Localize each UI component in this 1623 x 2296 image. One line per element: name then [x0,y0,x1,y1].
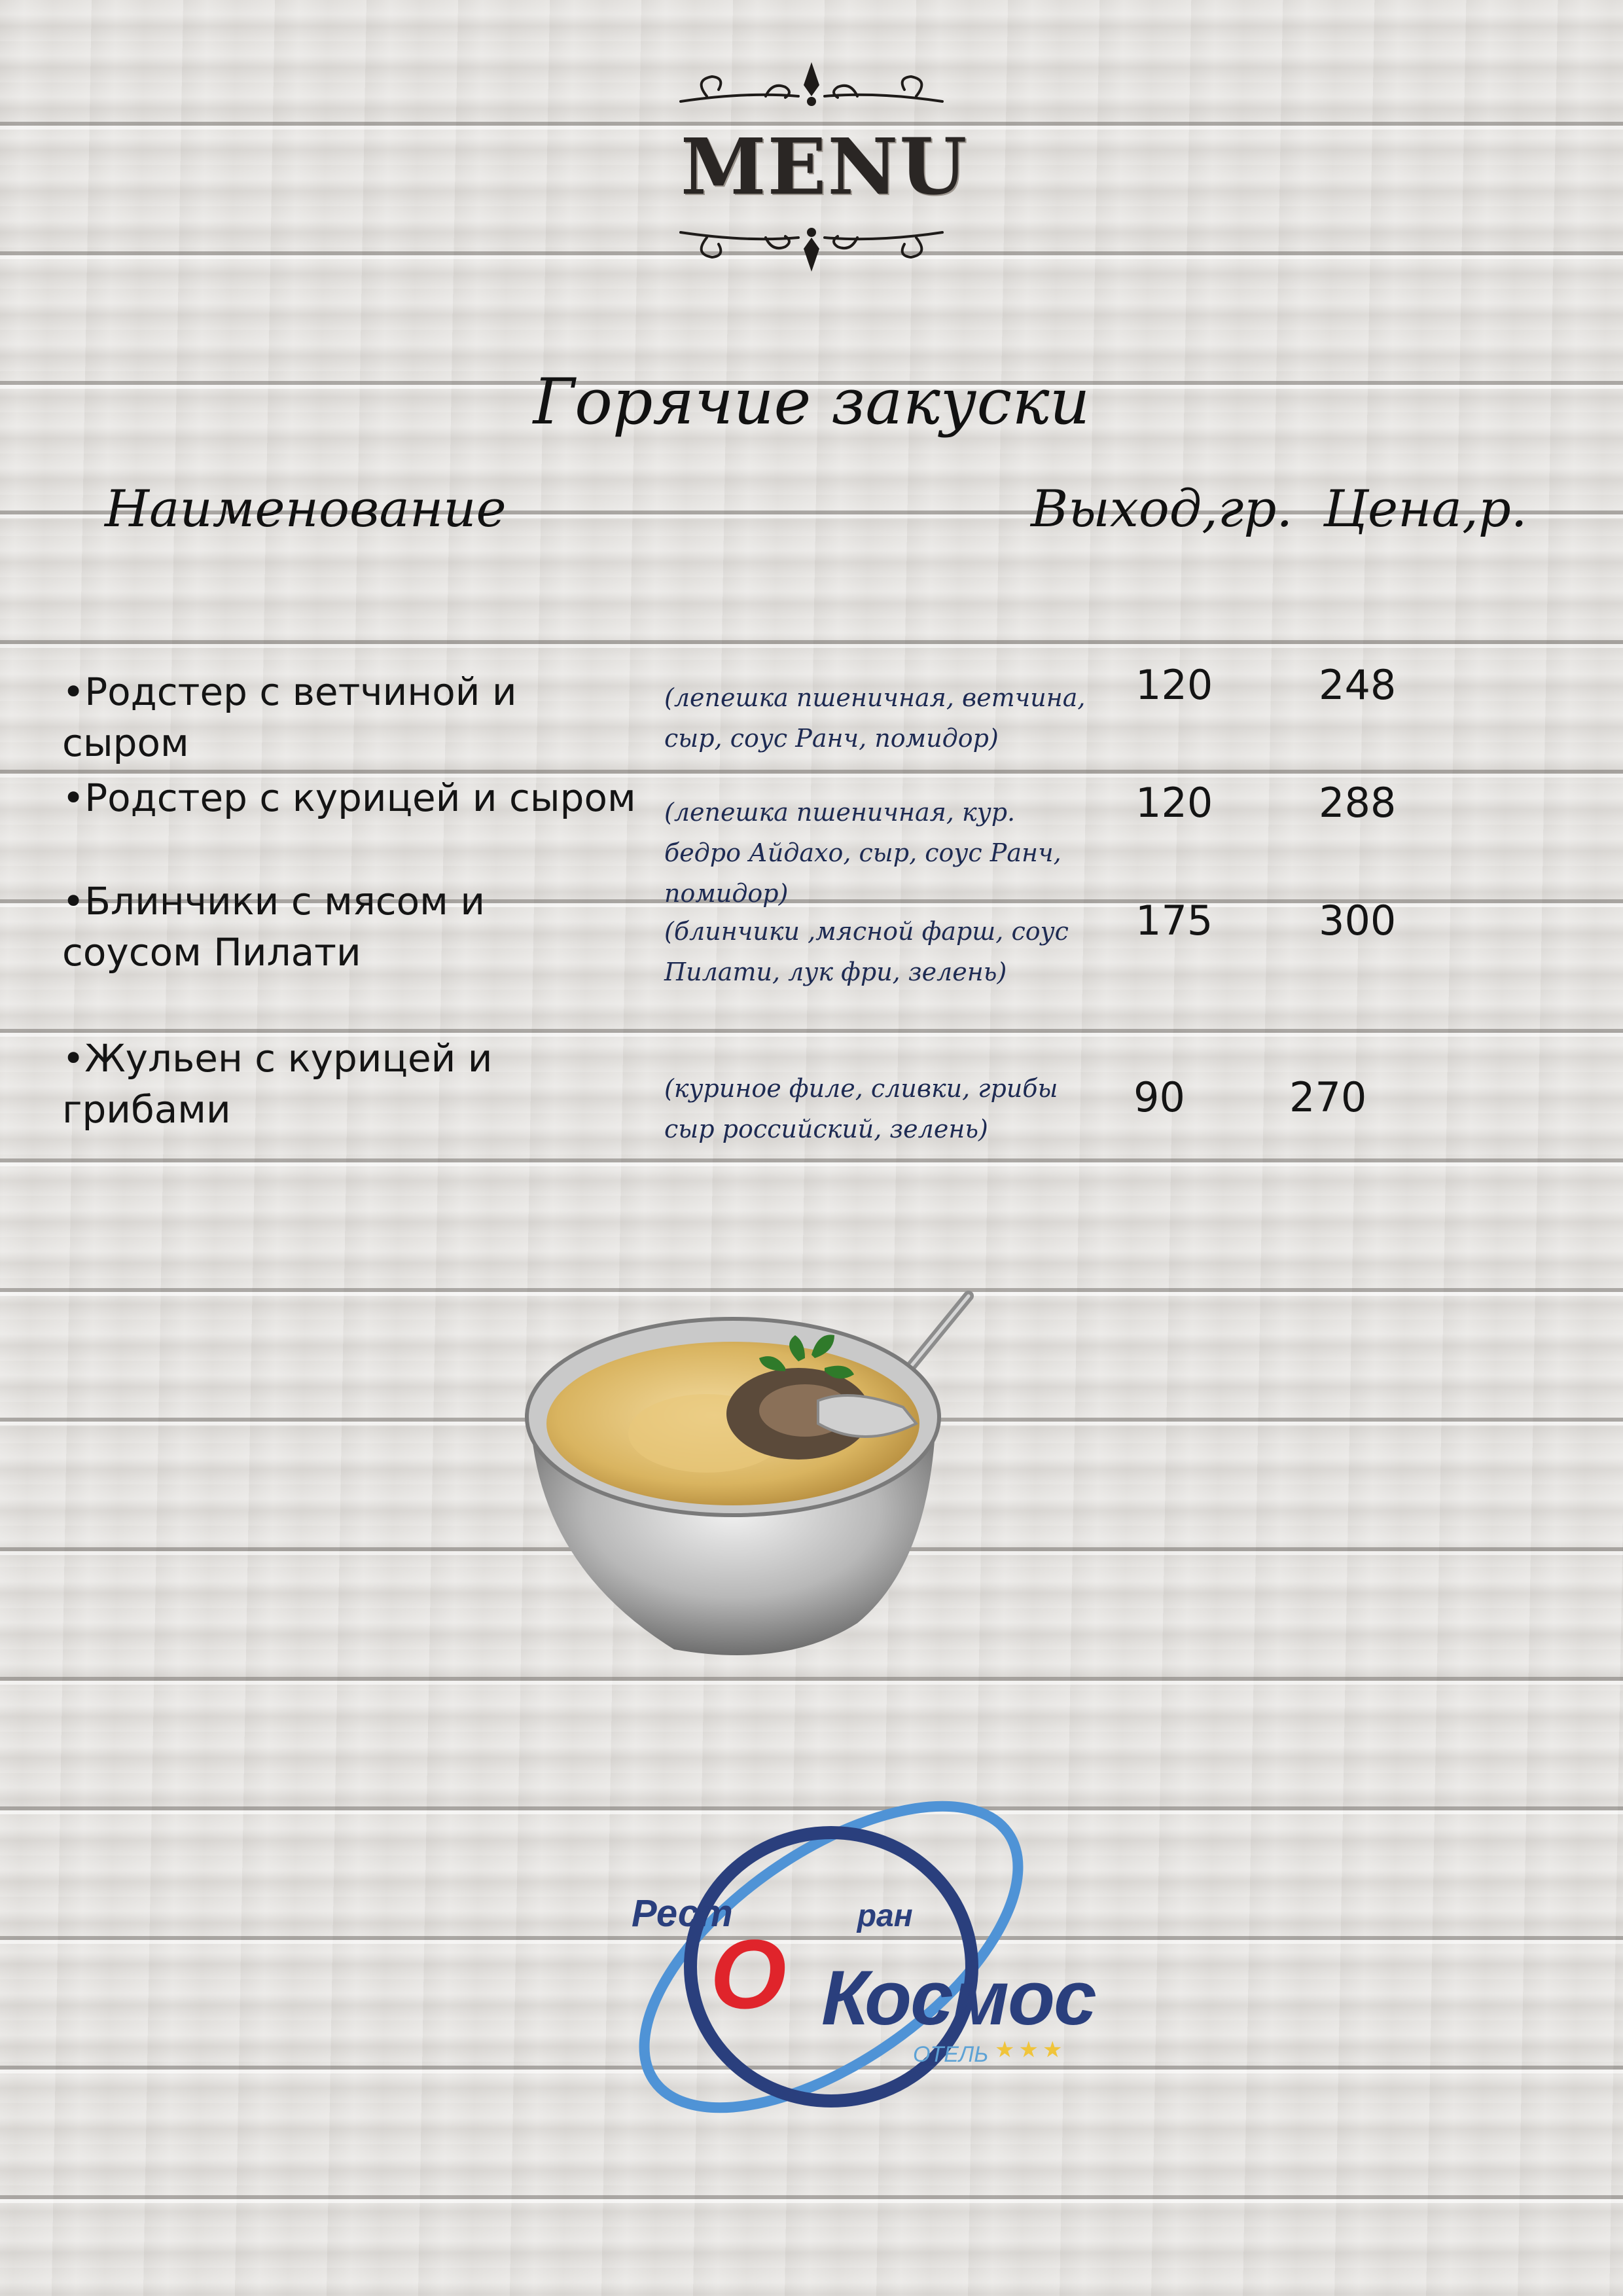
star-icon: ★★★ [995,2037,1067,2063]
menu-item-description: (лепешка пшеничная, кур. бедро Айдахо, сыр, соус Ранч, помидор) [664,798,1061,908]
menu-item-price: 288 [1319,779,1397,827]
menu-item-description: (лепешка пшеничная, ветчина, сыр, соус Ранч, помидор) [664,683,1086,753]
menu-item-weight: 120 [1135,661,1213,709]
menu-item-description: (куриное филе, сливки, грибы сыр российский, зелень) [664,1074,1058,1143]
menu-item-weight: 90 [1133,1073,1185,1121]
column-header-weight: Выход,гр. [1031,480,1293,539]
menu-item-name: •Родстер с курицей и сыром [62,776,636,820]
menu-item-name: •Жульен с курицей и грибами [62,1036,493,1132]
logo-text-hotel: ОТЕЛЬ [913,2042,989,2067]
menu-item-price: 300 [1319,897,1397,944]
column-header-name: Наименование [105,480,507,539]
menu-item-name: •Блинчики с мясом и соусом Пилати [62,879,486,975]
julienne-dish-image [510,1283,1008,1662]
column-header-price: Цена,р. [1323,480,1527,539]
menu-item-description: (блинчики ,мясной фарш, соус Пилати, лук фри, зелень) [664,917,1069,986]
menu-item-price: 248 [1319,661,1397,709]
logo-text-rest: Рест ран [632,1892,913,1935]
menu-heading: MENU [681,121,969,212]
menu-item-price: 270 [1289,1073,1367,1121]
menu-item-weight: 175 [1135,897,1213,944]
section-title: Горячие закуски [533,365,1090,439]
logo-text-kosmos: Космос [821,1955,1096,2041]
menu-item-weight: 120 [1135,779,1213,827]
logo-letter-o: O [710,1919,783,2029]
menu-item-name: •Родстер с ветчиной и сыром [62,670,517,765]
